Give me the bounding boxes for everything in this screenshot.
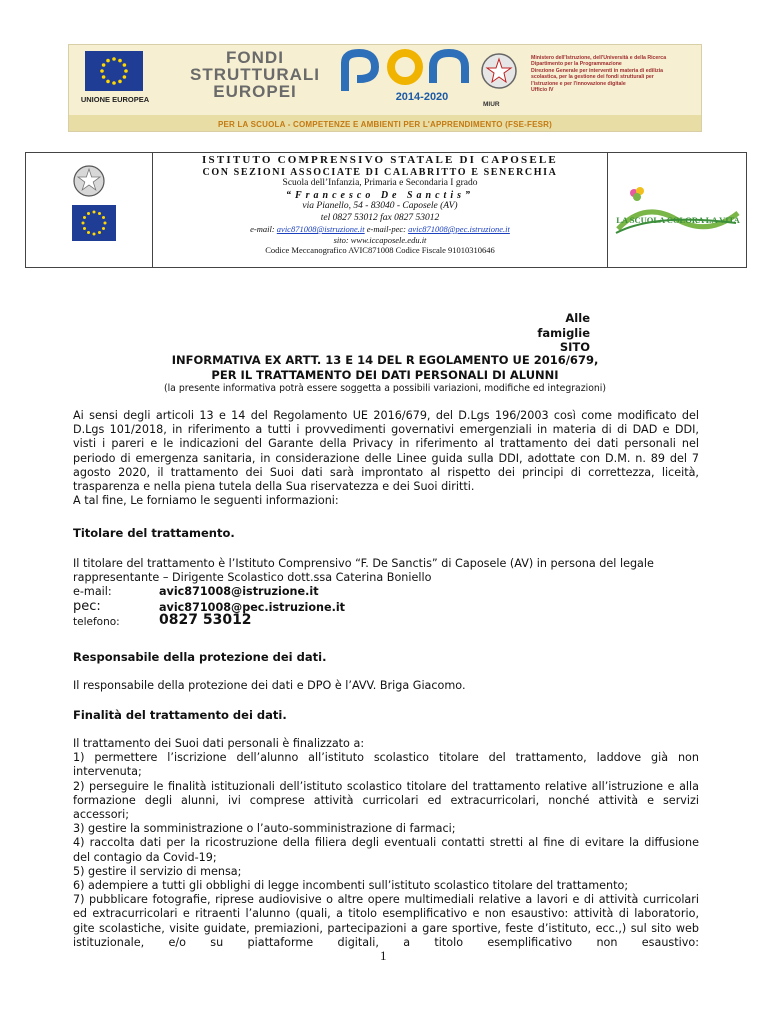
school-header-left-logos <box>26 153 153 267</box>
banner-strip <box>69 115 701 131</box>
intro-paragraph: Ai sensi degli articoli 13 e 14 del Regolamento UE 2016/679, del D.Lgs 196/2003 così come modificato del D.Lgs 101/2018, in riferimento a tutti i provvedimenti governativi emergenziali in materia di di DAD e DDI, visti i pareri e le indicazioni del Garante della Privacy in riferimento al trattamento dei dati personali nel periodo di emergenza sanitaria, in considerazione delle Linee guida sulla DDI, adottate con D.M. n. 89 del 7 agosto 2020, il trattamento dei Suoi dati sarà improntato al rispetto dei principi di correttezza, liceità, trasparenza e nella piena tutela della Sua riservatezza e dei Suoi diritti. A tal fine, Le forniamo le seguenti informazioni: <box>73 409 699 508</box>
finalita-line: ed extracurricolari e ritraenti l’alunno (quali, a titolo esemplificativo e non esaustivo: attività di laboratorio, <box>73 907 699 921</box>
pon-years: 2014-2020 <box>395 91 449 103</box>
school-emails: e-mail: avic871008@istruzione.it e-mail-pec: avic871008@pec.istruzione.it <box>250 224 510 234</box>
finalita-heading: Finalità del trattamento dei dati. <box>73 708 287 722</box>
document-subtitle: PER IL TRATTAMENTO DEI DATI PERSONALI DI ALUNNI <box>211 368 559 382</box>
school-types: Scuola dell’Infanzia, Primaria e Secondaria I grado <box>282 178 478 188</box>
recipient-site: SITO <box>559 340 590 354</box>
italian-republic-emblem-icon <box>479 51 519 91</box>
school-header <box>25 152 747 268</box>
finalita-line: 5) gestire il servizio di mensa; <box>73 864 242 878</box>
school-pec-link[interactable]: avic871008@pec.istruzione.it <box>408 224 510 234</box>
school-email-link[interactable]: avic871008@istruzione.it <box>276 224 365 234</box>
scuola-colora-la-vita-logo-icon <box>614 183 740 239</box>
banner-strip-text: PER LA SCUOLA - COMPETENZE E AMBIENTI PER L'APPRENDIMENTO (FSE-FESR) <box>217 120 553 129</box>
titolare-email[interactable]: avic871008@istruzione.it <box>159 585 319 599</box>
finalita-line: 3) gestire la somministrazione o l’auto-somministrazione di farmaci; <box>73 822 456 836</box>
republic-emblem-icon <box>72 163 106 203</box>
titolare-heading: Titolare del trattamento. <box>73 526 235 540</box>
pon-banner <box>68 44 702 132</box>
finalita-line: istituzionale, e/o su piattaforme digitali, a titolo esemplificativo non esaustivo: <box>73 935 699 949</box>
fondi-strutturali-logo: FONDI STRUTTURALI EUROPEI <box>190 48 320 101</box>
responsabile-heading: Responsabile della protezione dei dati. <box>73 650 327 664</box>
document-note: (la presente informativa potrà essere soggetta a possibili variazioni, modifiche ed integrazioni) <box>163 383 607 394</box>
finalita-line: 4) raccolta dati per la ricostruzione della filiera degli eventuali contatti stretti al fine di evitare la diffusione <box>73 836 699 850</box>
finalita-list <box>73 751 699 950</box>
school-site: sito: www.iccaposele.edu.it <box>333 234 427 245</box>
school-motto: LA SCUOLA COLORA LA VITA <box>616 215 740 225</box>
school-codes: Codice Meccanografico AVIC871008 Codice Fiscale 91010310646 <box>265 245 495 255</box>
finalita-line: intervenuta; <box>73 765 142 779</box>
finalita-line: 2) perseguire le finalità istituzionali dell’istituto scolastico titolare del trattamento relative all’istruzione e alla <box>73 779 699 793</box>
school-name: ISTITUTO COMPRENSIVO STATALE DI CAPOSELE <box>202 154 558 166</box>
finalita-line: formazione degli alunni, ivi comprese attività curricolari ed extracurricolari, nonché attività e servizi <box>73 793 699 807</box>
ministry-text: Ministero dell'Istruzione, dell'Università e della Ricerca Dipartimento per la Programmazione Direzione Generale per interventi in materia di edilizia scolastica, per la gestione dei fondi strutturali per l'istruzione e per l'innovazione digitale Ufficio IV <box>531 55 667 94</box>
finalita-line: del contagio da Covid-19; <box>73 850 217 864</box>
finalita-line: 1) permettere l’iscrizione dell’alunno all’istituto scolastico titolare del trattamento, laddove già non <box>73 751 699 765</box>
finalita-line: gite scolastiche, visite guidate, premiazioni, partecipazioni a gare sportive, feste d’istituto, ecc.,) sul sito web <box>73 921 699 935</box>
school-address: via Pianello, 54 - 83040 - Caposele (AV) <box>302 201 458 211</box>
recipient-families: Alle famiglie <box>537 311 590 340</box>
miur-label: MIUR <box>483 101 500 108</box>
school-header-center <box>153 153 607 267</box>
finalita-line: 6) adempiere a tutti gli obblighi di legge incombenti sull’istituto scolastico titolare del trattamento; <box>73 879 629 893</box>
titolare-email-row: e-mail: avic871008@istruzione.it <box>73 585 319 599</box>
eu-flag-small-icon <box>72 205 116 245</box>
school-header-right-logo <box>607 153 746 267</box>
recipients <box>520 311 590 355</box>
eu-flag-icon <box>85 51 143 91</box>
school-named-after: “Francesco De Sanctis” <box>286 189 474 201</box>
titolare-pec-row: pec: avic871008@pec.istruzione.it <box>73 598 346 614</box>
finalita-line: 7) pubblicare fotografie, riprese audiovisive o altre opere multimediali relative a lavori e di attività curricolari <box>73 893 699 907</box>
titolare-pec[interactable]: avic871008@pec.istruzione.it <box>159 600 346 614</box>
page-number: 1 <box>380 948 387 963</box>
school-tel-fax: tel 0827 53012 fax 0827 53012 <box>320 212 440 223</box>
titolare-phone-row: telefono: 0827 53012 <box>73 612 252 629</box>
finalita-line: accessori; <box>73 808 130 822</box>
titolare-phone: 0827 53012 <box>159 612 252 629</box>
finalita-section: Il trattamento dei Suoi dati personali è finalizzato a: 1) permettere l’iscrizione dell’alunno all’istituto scolastico titolare del trattamento, laddove già non intervenuta; 2) perseguire le finalità istituzionali dell’istituto scolastico titolare del trattamento relative all’istruzione e alla formazione degli alunni, ivi comprese attività curricolari ed extracurricolari, nonché attività e servizi accessori; 3) gestire la somministrazione o l’auto-somministrazione di farmaci; 4) raccolta dati per la ricostruzione della filiera degli eventuali contatti stretti al fine di evitare la diffusione del contagio da Covid-19; 5) gestire il servizio di mensa; 6) adempiere a tutti gli obblighi di legge incombenti sull’istituto scolastico titolare del trattamento; 7) pubblicare fotografie, riprese audiovisive o altre opere multimediali relative a lavori e di attività curricolari ed extracurricolari e ritraenti l’alunno (quali, a titolo esemplificativo e non esaustivo: attività di laboratorio, gite scolastiche, visite guidate, premiazioni, partecipazioni a gare sportive, feste d’istituto, ecc.,) sul sito web istituzionale, e/o su piattaforme digitali, a titolo esemplificativo non esaustivo: <box>73 737 699 949</box>
document-title: INFORMATIVA EX ARTT. 13 E 14 DEL R EGOLAMENTO UE 2016/679, <box>171 353 599 367</box>
responsabile-text: Il responsabile della protezione dei dati e DPO è l’AVV. Briga Giacomo. <box>73 679 466 692</box>
school-sections: CON SEZIONI ASSOCIATE DI CALABRITTO E SENERCHIA <box>202 166 558 178</box>
titolare-section: Il titolare del trattamento è l’Istituto Comprensivo “F. De Sanctis” di Caposele (AV) in persona del legale rappresentante – Dirigente Scolastico dott.ssa Caterina Boniello e-mail: avic871008@istruzione.it pec: avic871008@pec.istruzione.it telefono: 0827 53012 <box>73 557 699 631</box>
eu-label: UNIONE EUROPEA <box>80 95 150 104</box>
